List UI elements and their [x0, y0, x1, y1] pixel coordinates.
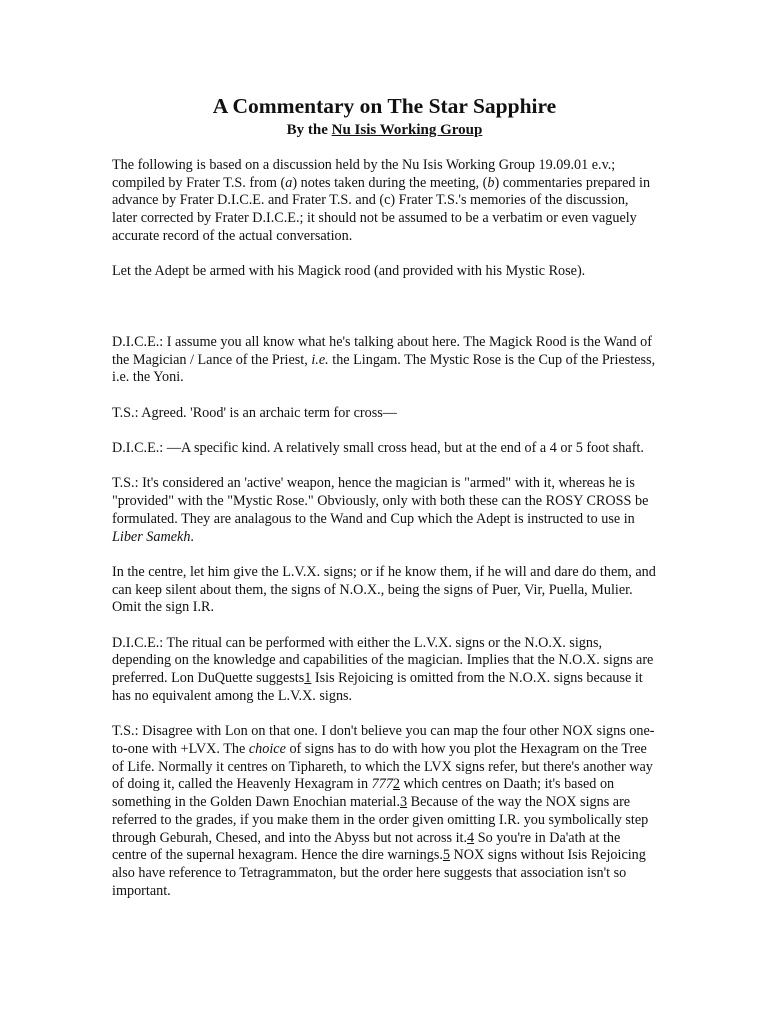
emphasis-text: Liber Samekh	[112, 528, 191, 545]
footnote-link-4[interactable]: 4	[467, 829, 475, 846]
text-segment: ) notes taken during the meeting, (	[292, 174, 488, 191]
dice-paragraph-3	[112, 635, 657, 706]
ts-paragraph-3	[112, 723, 657, 900]
footnote-link-2[interactable]: 2	[392, 776, 400, 793]
footnote-link-5[interactable]: 5	[442, 847, 450, 864]
text-segment: the Lingam. The Mystic Rose is the Cup of the Priestess, i.e. the Yoni.	[112, 351, 656, 386]
ritual-quote-paragraph: Let the Adept be armed with his Magick rood (and provided with his Mystic Rose).	[112, 263, 586, 280]
subtitle-prefix: By the	[286, 122, 332, 138]
emphasis-text: a	[285, 174, 293, 191]
text-segment: Because of the way the NOX signs are referred to the grades, if you make them in the order given omitting I.R. you symbolically step through Geburah, Chesed, and into the Abyss but not across it.	[112, 794, 649, 846]
emphasis-text: b	[487, 174, 495, 191]
working-group-link[interactable]: Nu Isis Working Group	[331, 122, 483, 138]
text-segment: T.S.: It's considered an 'active' weapon, hence the magician is "armed" with it, whereas he is "provided" with the "Mystic Rose." Obviously, only with both these can the ROSY CROSS be formulated. They are analagous to the Wand and Cup which the Adept is instructed to use in	[112, 475, 649, 527]
text-segment: So you're in Da'ath at the centre of the supernal hexagram. Hence the dire warnings.	[112, 829, 621, 864]
dice-paragraph-2: D.I.C.E.: —A specific kind. A relatively small cross head, but at the end of a 4 or 5 foot shaft.	[112, 440, 644, 457]
ts-paragraph-1: T.S.: Agreed. 'Rood' is an archaic term for cross—	[112, 404, 397, 421]
text-segment: T.S.: Disagree with Lon on that one. I don't believe you can map the four other NOX signs one-to-one with +LVX. The	[112, 723, 655, 757]
document-page	[112, 92, 657, 918]
text-segment: NOX signs without Isis Rejoicing also have reference to Tetragrammaton, but the order here suggests that association isn't so important.	[112, 847, 646, 899]
text-segment: of signs has to do with how you plot the Hexagram on the Tree of Life. Normally it centres on Tiphareth, to which the LVX signs refer, but there's another way of doing it, called the Heavenly Hexagram in	[112, 740, 653, 793]
footnote-link-1[interactable]: 1	[304, 670, 312, 687]
emphasis-text: i.e.	[311, 351, 329, 368]
text-segment: ) commentaries prepared in advance by Frater D.I.C.E. and Frater T.S. and (c) Frater T.S.'s memories of the discussion, later corrected by Frater D.I.C.E.; it should not be assumed to be a verbatim or even vaguely accurate record of the actual conversation.	[112, 174, 651, 244]
ts-paragraph-2	[112, 475, 657, 546]
document-title: A Commentary on The Star Sapphire	[212, 94, 557, 118]
text-segment: Isis Rejoicing is omitted from the N.O.X. signs because it has no equivalent among the L.V.X. signs.	[112, 670, 643, 704]
emphasis-text: 777	[371, 776, 393, 793]
document-subtitle	[112, 120, 657, 140]
text-segment: which centres on Daath; it's based on something in the Golden Dawn Enochian material.	[112, 776, 615, 811]
ritual-quote-paragraph-2: In the centre, let him give the L.V.X. signs; or if he know them, if he will and dare do them, and can keep silent about them, the signs of N.O.X., being the signs of Puer, Vir, Puella, Mulier. Omit the sign I.R.	[112, 563, 656, 616]
text-segment: .	[190, 528, 194, 545]
dice-paragraph-1	[112, 334, 657, 387]
emphasis-text: choice	[248, 740, 286, 757]
text-segment: D.I.C.E.: The ritual can be performed with either the L.V.X. signs or the N.O.X. signs, depending on the knowledge and capabilities of the magician. Implies that the N.O.X. signs are preferred. Lon DuQuette suggests	[112, 634, 654, 687]
text-segment: The following is based on a discussion held by the Nu Isis Working Group 19.09.01 e.v.; compiled by Frater T.S. from (	[112, 157, 616, 191]
footnote-link-3[interactable]: 3	[400, 794, 408, 811]
intro-paragraph	[112, 157, 657, 246]
text-segment: D.I.C.E.: I assume you all know what he's talking about here. The Magick Rood is the Wand of the Magician / Lance of the Priest,	[112, 333, 652, 368]
